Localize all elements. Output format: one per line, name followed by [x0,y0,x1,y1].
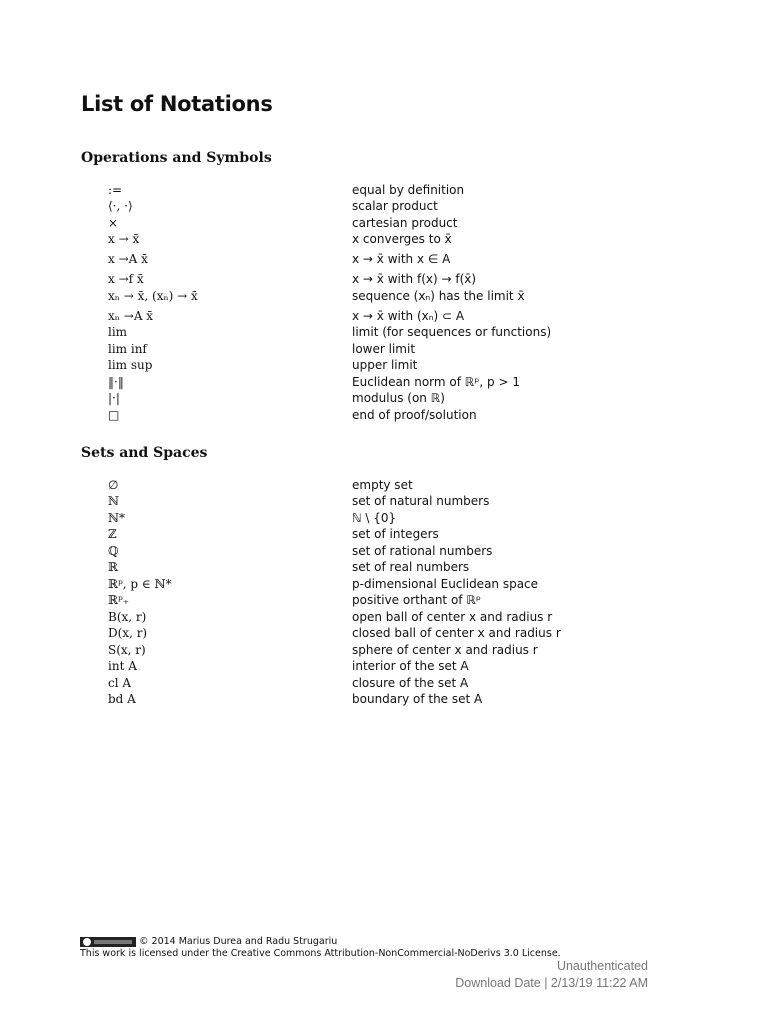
notation-description: x → x̄ with f(x) → f(x̄) [352,272,477,286]
notation-description: lower limit [352,341,416,356]
list-item [0,288,768,305]
list-item [0,543,768,560]
license-footer [80,936,561,959]
list-item [0,626,768,643]
notation-symbol: x →f x̄ [108,272,144,286]
notation-description: closed ball of center x and radius r [352,626,561,640]
section-title-sets: Sets and Spaces [81,445,208,461]
notation-description: x → x̄ with (xₙ) ⊂ A [352,308,465,323]
notation-symbol: ℝ [108,560,118,574]
notation-description: sequence (xₙ) has the limit x̄ [352,288,525,303]
notation-description: upper limit [352,358,418,372]
watermark-date: Download Date | 2/13/19 11:22 AM [455,976,648,990]
list-item [0,494,768,511]
notation-description: set of real numbers [352,560,470,574]
notation-description: cartesian product [352,215,458,230]
end-of-proof-icon: □ [108,407,120,422]
list-item [0,391,768,408]
list-item [0,199,768,216]
list-item [0,182,768,199]
notation-description: limit (for sequences or functions) [352,325,552,339]
list-item [0,659,768,676]
notation-symbol: ∅ [108,477,119,492]
list-item [0,560,768,577]
list-item [0,268,768,288]
cc-license-badge-icon [80,937,136,947]
list-item [0,374,768,391]
notation-description: positive orthant of ℝᵖ [352,593,481,607]
notation-description: x converges to x̄ [352,232,452,246]
notation-symbol: ⟨·, ·⟩ [108,199,133,213]
list-item [0,477,768,494]
notation-symbol: B(x, r) [108,609,147,624]
notation-symbol: S(x, r) [108,642,146,657]
sets-list [0,477,768,708]
notation-description: set of integers [352,527,439,541]
notation-description: set of natural numbers [352,494,490,508]
notation-description: boundary of the set A [352,692,483,706]
notation-description: equal by definition [352,182,465,197]
list-item [0,675,768,692]
list-item [0,358,768,375]
notation-description: open ball of center x and radius r [352,609,553,624]
notation-symbol: lim sup [108,358,153,372]
list-item [0,407,768,424]
notation-description: scalar product [352,199,438,213]
license-text: This work is licensed under the Creative Commons Attribution-NonCommercial-NoDerivs 3.0 License. [80,948,561,959]
notation-symbol: x →A x̄ [108,252,148,266]
list-item [0,527,768,544]
list-item [0,305,768,325]
notation-symbol: ℝᵖ₊ [108,593,130,607]
list-item [0,325,768,342]
list-item [0,341,768,358]
page-title: List of Notations [81,92,273,116]
notation-symbol: cl A [108,675,132,690]
notation-description: x → x̄ with x ∈ A [352,252,451,266]
notation-description: end of proof/solution [352,407,477,422]
notation-description: set of rational numbers [352,543,493,558]
notation-symbol: xₙ →A x̄ [108,308,154,323]
notation-description: interior of the set A [352,659,469,673]
list-item [0,642,768,659]
notation-symbol: ℝᵖ, p ∈ ℕ* [108,576,172,591]
notation-description: ℕ \ {0} [352,510,397,525]
notation-symbol: ℚ [108,543,119,558]
notation-symbol: D(x, r) [108,626,148,640]
notation-symbol: |·| [108,391,120,405]
list-item [0,692,768,709]
notation-symbol: ℤ [108,527,117,541]
list-item [0,232,768,249]
list-item [0,248,768,268]
notation-symbol: lim inf [108,341,147,356]
list-item [0,215,768,232]
notation-symbol: × [108,215,119,230]
notation-description: Euclidean norm of ℝᵖ, p > 1 [352,374,520,389]
notation-description: empty set [352,477,413,492]
copyright-text: © 2014 Marius Durea and Radu Strugariu [139,936,338,947]
operations-list [0,182,768,424]
notation-symbol: xₙ → x̄, (xₙ) → x̄ [108,288,198,303]
download-watermark [455,958,648,992]
notation-symbol: x → x̄ [108,232,140,246]
list-item [0,609,768,626]
notation-description: closure of the set A [352,675,469,690]
list-item [0,576,768,593]
notation-symbol: ℕ [108,494,119,508]
list-item [0,510,768,527]
notation-description: modulus (on ℝ) [352,391,445,405]
notation-symbol: int A [108,659,137,673]
notation-description: sphere of center x and radius r [352,642,538,657]
section-title-operations: Operations and Symbols [81,150,272,166]
notation-symbol: := [108,182,123,197]
watermark-auth: Unauthenticated [556,959,648,973]
list-item [0,593,768,610]
notation-symbol: bd A [108,692,136,706]
notation-symbol: lim [108,325,128,339]
notation-symbol: ‖·‖ [108,374,124,389]
notation-description: p-dimensional Euclidean space [352,576,539,591]
notation-symbol: ℕ* [108,510,125,525]
